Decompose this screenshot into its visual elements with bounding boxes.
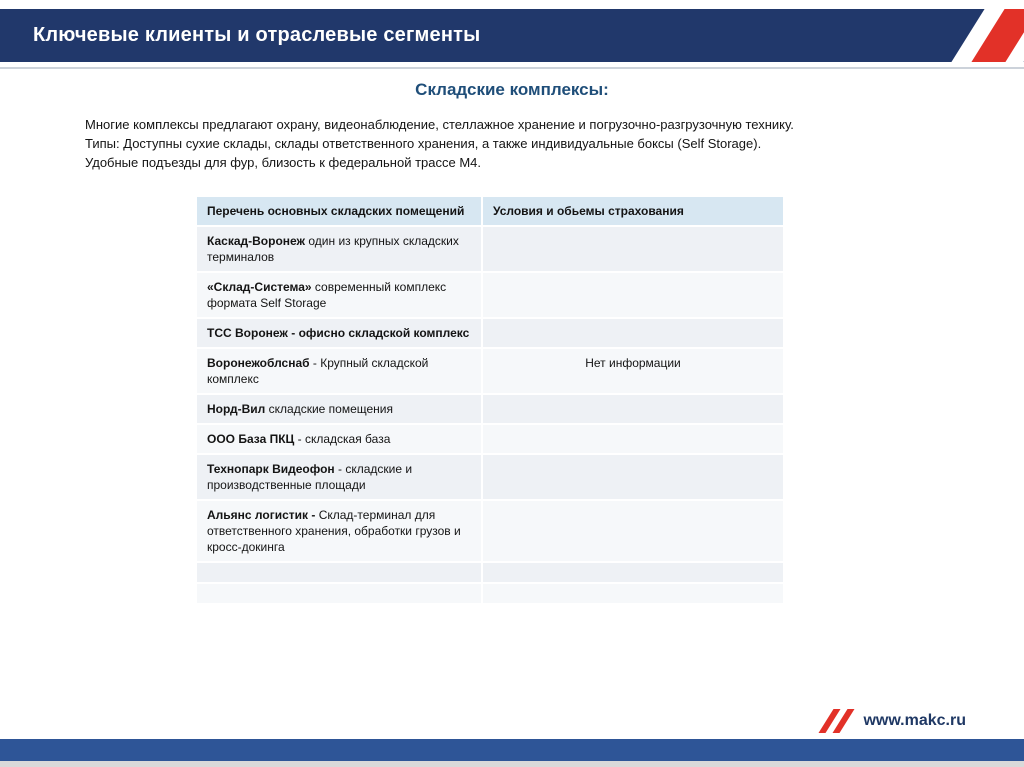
insurance-cell bbox=[482, 394, 784, 424]
insurance-cell bbox=[482, 272, 784, 318]
insurance-cell bbox=[482, 226, 784, 272]
website-link[interactable]: www.makc.ru bbox=[863, 712, 966, 729]
footer-red-stripes-decoration bbox=[826, 709, 847, 733]
slide-footer bbox=[0, 703, 1024, 767]
table-row bbox=[196, 394, 784, 424]
slide-title: Ключевые клиенты и отраслевые сегменты bbox=[33, 24, 481, 46]
intro-line: Многие комплексы предлагают охрану, видеонаблюдение, стеллажное хранение и погрузочно-разгрузочную технику. bbox=[85, 117, 794, 132]
premises-cell: Каскад-Воронеж один из крупных складских терминалов bbox=[196, 226, 482, 272]
section-heading: Складские комплексы: bbox=[415, 80, 609, 99]
intro-paragraph bbox=[85, 115, 1024, 172]
premises-cell bbox=[196, 583, 482, 604]
insurance-cell bbox=[482, 583, 784, 604]
premises-cell: ТСС Воронеж - офисно складской комплекс bbox=[196, 318, 482, 348]
insurance-cell bbox=[482, 424, 784, 454]
insurance-cell bbox=[482, 500, 784, 562]
insurance-cell bbox=[482, 318, 784, 348]
premises-cell: Альянс логистик - Склад-терминал для ответственного хранения, обработки грузов и кросс-докинга bbox=[196, 500, 482, 562]
footer-blue-bar bbox=[0, 739, 1024, 761]
table-header-row bbox=[196, 196, 784, 226]
slide-title-bar bbox=[0, 9, 1024, 62]
intro-line: Удобные подъезды для фур, близость к федеральной трассе М4. bbox=[85, 155, 481, 170]
premises-cell: Технопарк Видеофон - складские и производственные площади bbox=[196, 454, 482, 500]
table-row bbox=[196, 272, 784, 318]
slide-content bbox=[0, 78, 1024, 605]
table-row bbox=[196, 226, 784, 272]
header-divider bbox=[0, 67, 1024, 69]
premises-cell: «Склад-Система» современный комплекс формата Self Storage bbox=[196, 272, 482, 318]
table-row bbox=[196, 424, 784, 454]
warehouse-table bbox=[195, 195, 785, 605]
table-row bbox=[196, 500, 784, 562]
insurance-cell bbox=[482, 562, 784, 583]
table-row bbox=[196, 454, 784, 500]
table-row-empty bbox=[196, 562, 784, 583]
table-row bbox=[196, 348, 784, 394]
insurance-cell: Нет информации bbox=[482, 348, 784, 394]
premises-cell: ООО База ПКЦ - складская база bbox=[196, 424, 482, 454]
premises-cell: Норд-Вил складские помещения bbox=[196, 394, 482, 424]
col-header-premises: Перечень основных складских помещений bbox=[196, 196, 482, 226]
insurance-cell bbox=[482, 454, 784, 500]
col-header-insurance: Условия и обьемы страхования bbox=[482, 196, 784, 226]
table-row bbox=[196, 318, 784, 348]
table-row-empty bbox=[196, 583, 784, 604]
footer-bottom-strip bbox=[0, 761, 1024, 767]
premises-cell bbox=[196, 562, 482, 583]
premises-cell: Воронежоблснаб - Крупный складской комплекс bbox=[196, 348, 482, 394]
footer-brand-band bbox=[0, 703, 1024, 739]
intro-line: Типы: Доступны сухие склады, склады ответственного хранения, а также индивидуальные боксы (Self Storage). bbox=[85, 136, 762, 151]
